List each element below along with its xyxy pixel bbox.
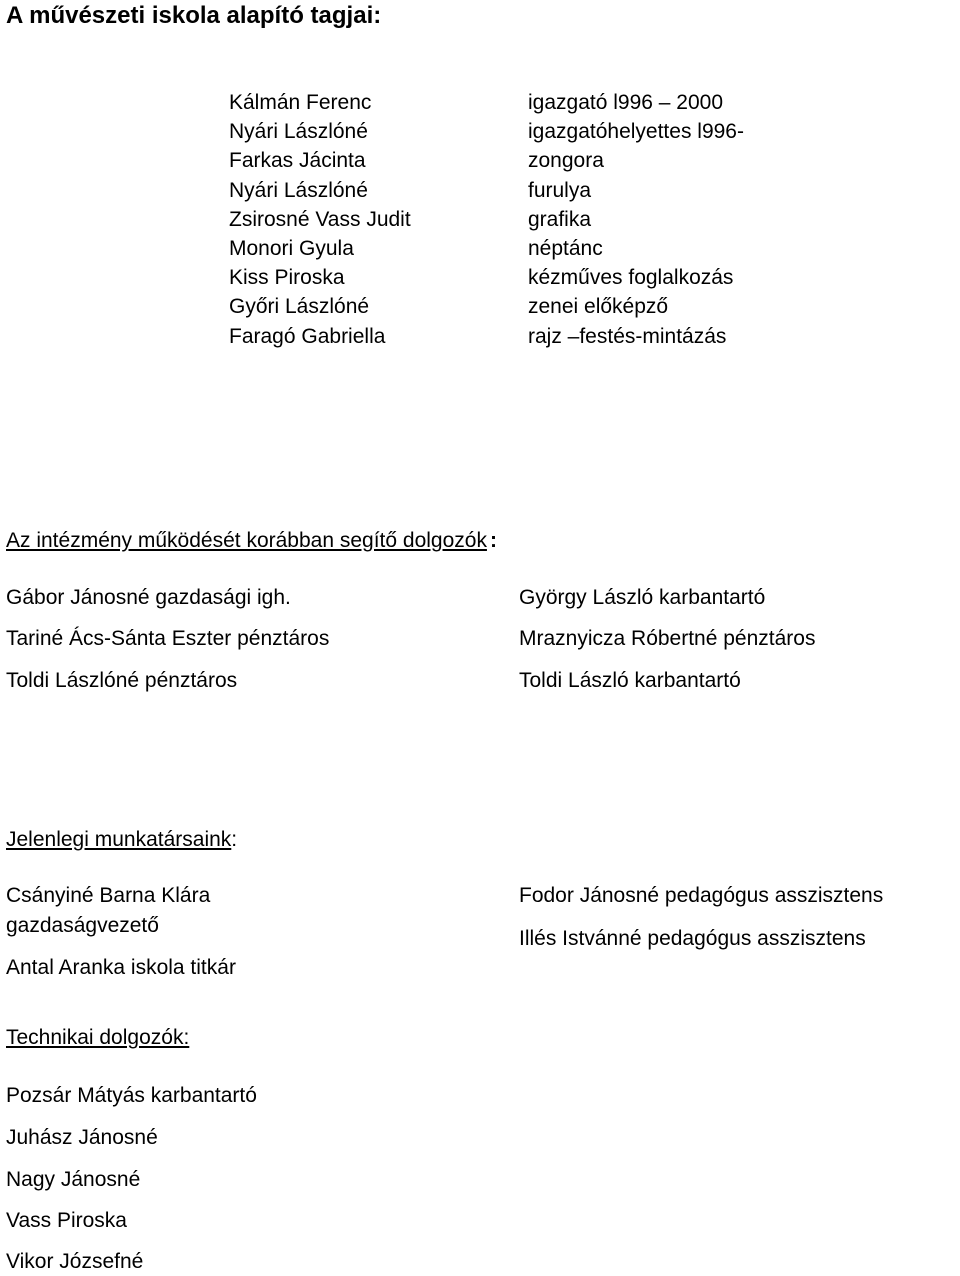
current-staff-heading — [6, 826, 237, 854]
current-staff-left-1: Csányiné Barna Klára — [6, 884, 211, 907]
current-staff-right-1: Fodor Jánosné pedagógus asszisztens — [519, 884, 884, 907]
founder-role: kézműves foglalkozás — [528, 266, 734, 290]
technical-staff-heading: Technikai dolgozók: — [6, 1026, 190, 1049]
founder-name: Kálmán Ferenc — [229, 91, 372, 114]
founder-name: Zsirosné Vass Judit — [229, 207, 411, 231]
founder-role: zenei előképző — [528, 295, 669, 319]
founder-name: Kiss Piroska — [229, 266, 345, 290]
current-staff-left-2: gazdaságvezető — [6, 914, 159, 937]
former-staff-heading-text: Az intézmény működését korábban segítő dolgozók — [6, 529, 487, 552]
founder-role: igazgató l996 – 2000 — [528, 91, 723, 114]
founder-row — [229, 292, 744, 321]
current-staff-left-3: Antal Aranka iskola titkár — [6, 956, 236, 979]
founder-name: Monori Gyula — [229, 236, 354, 260]
founder-row — [229, 205, 744, 234]
former-staff-right-2: Mraznyicza Róbertné pénztáros — [519, 627, 816, 650]
founder-name: Farkas Jácinta — [229, 149, 366, 173]
founder-row — [229, 146, 744, 175]
technical-staff-item: Juhász Jánosné — [6, 1126, 158, 1149]
founders-list — [229, 88, 744, 351]
technical-staff-item: Pozsár Mátyás karbantartó — [6, 1084, 257, 1107]
founder-name: Faragó Gabriella — [229, 324, 386, 348]
founder-row — [229, 117, 744, 146]
current-staff-right-2: Illés Istvánné pedagógus asszisztens — [519, 927, 866, 950]
founder-role: grafika — [528, 207, 592, 231]
former-staff-left-1: Gábor Jánosné gazdasági igh. — [6, 586, 291, 609]
founder-row — [229, 176, 744, 205]
current-staff-heading-text: Jelenlegi munkatársaink — [6, 828, 232, 851]
page-title: A művészeti iskola alapító tagjai: — [6, 2, 382, 29]
founder-row — [229, 263, 744, 292]
founder-row — [229, 88, 744, 117]
founder-name: Nyári Lászlóné — [229, 120, 368, 144]
former-staff-heading-colon: : — [489, 529, 497, 552]
founder-name: Nyári Lászlóné — [229, 178, 368, 202]
former-staff-left-2: Tariné Ács-Sánta Eszter pénztáros — [6, 627, 330, 650]
founder-role: néptánc — [528, 236, 603, 260]
current-staff-heading-colon: : — [231, 828, 238, 851]
former-staff-right-1: György László karbantartó — [519, 586, 766, 609]
founder-role: igazgatóhelyettes l996- — [528, 120, 744, 144]
technical-staff-item: Vikor Józsefné — [6, 1250, 144, 1273]
former-staff-heading — [6, 527, 497, 555]
former-staff-left-3: Toldi Lászlóné pénztáros — [6, 669, 238, 692]
founder-role: zongora — [528, 149, 604, 173]
founder-role: rajz –festés-mintázás — [528, 324, 727, 348]
founder-role: furulya — [528, 178, 592, 202]
technical-staff-item: Nagy Jánosné — [6, 1168, 141, 1191]
founder-row — [229, 322, 744, 351]
technical-staff-item: Vass Piroska — [6, 1209, 127, 1232]
founder-row — [229, 234, 744, 263]
former-staff-right-3: Toldi László karbantartó — [519, 669, 741, 692]
founder-name: Győri Lászlóné — [229, 295, 370, 319]
